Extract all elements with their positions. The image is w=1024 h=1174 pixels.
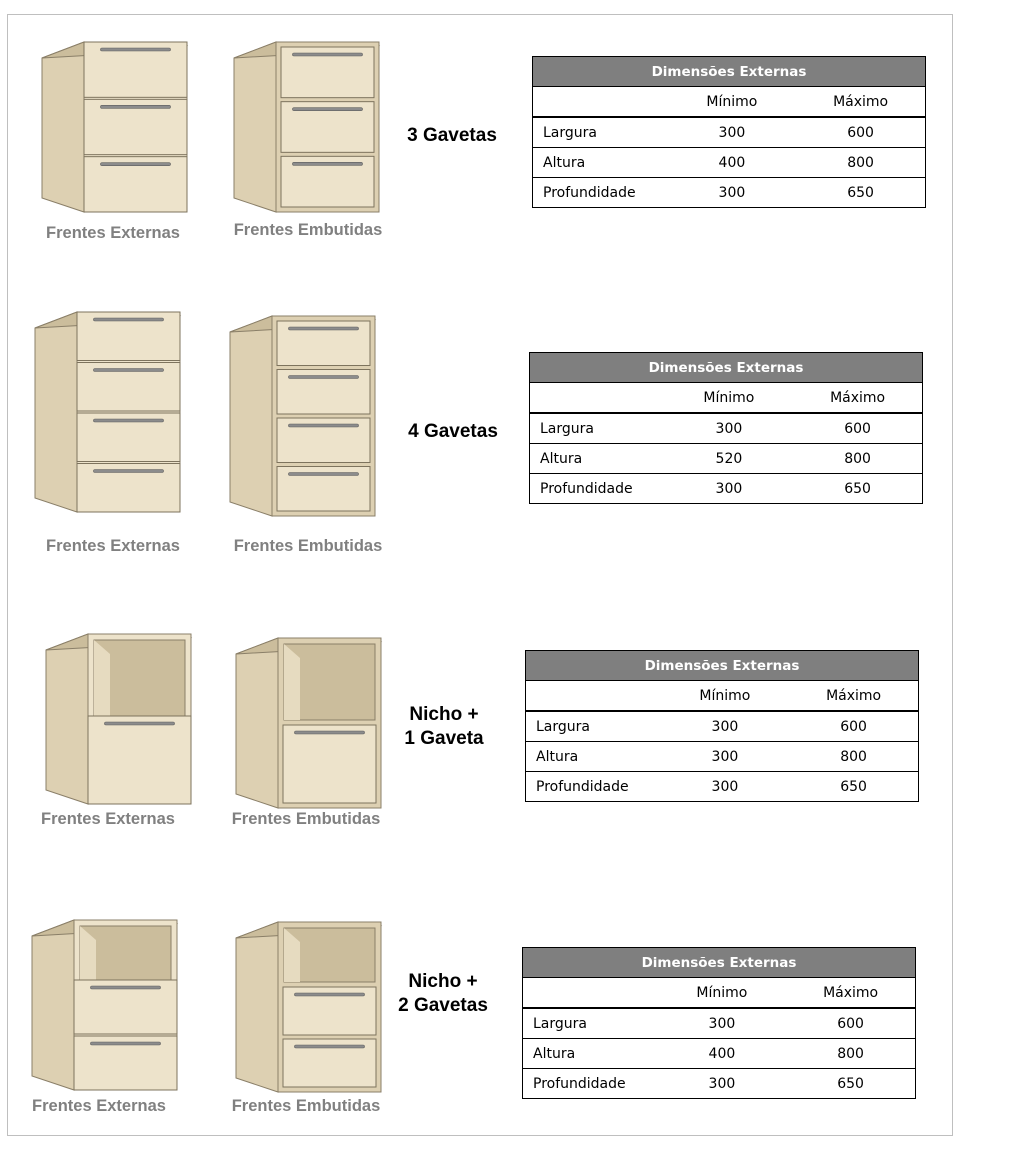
drawer-handle [93, 369, 163, 372]
drawer-handle [100, 48, 170, 51]
column-min: Mínimo [661, 681, 790, 712]
column-label-empty [530, 383, 665, 414]
cabinet-external-fronts-image [33, 300, 188, 515]
caption-external-fronts: Frentes Externas [46, 224, 180, 242]
cell-max: 800 [789, 742, 918, 772]
column-min: Mínimo [665, 383, 794, 414]
cabinet-side-panel [35, 312, 77, 512]
section-title-line: 1 Gaveta [404, 728, 484, 749]
section-title [392, 124, 512, 148]
drawer-handle [292, 108, 362, 111]
cabinet-external-fronts-image [44, 622, 199, 837]
row-label: Largura [526, 711, 661, 742]
drawer-front [283, 725, 376, 803]
cabinet-side-panel [32, 920, 74, 1090]
table-header: Dimensões Externas [530, 353, 923, 383]
drawer-handle [104, 722, 174, 725]
cell-min: 300 [658, 1069, 787, 1099]
cell-min: 300 [661, 772, 790, 802]
caption-external-fronts: Frentes Externas [41, 810, 175, 828]
row-label: Largura [533, 117, 668, 148]
caption-inset-fronts: Frentes Embutidas [231, 810, 381, 828]
cabinet-side-panel [236, 638, 278, 808]
drawer-handle [288, 473, 358, 476]
row-label: Profundidade [526, 772, 661, 802]
drawer-handle [288, 376, 358, 379]
drawer-handle [90, 986, 160, 989]
cell-max: 800 [786, 1039, 915, 1069]
row-label: Profundidade [533, 178, 668, 208]
dimensions-table [522, 947, 916, 1099]
drawer-handle [288, 424, 358, 427]
dimensions-table [529, 352, 923, 504]
section-title [393, 420, 513, 444]
drawer-front [88, 716, 191, 804]
section-title-line: Nicho + [408, 971, 478, 992]
cell-max: 650 [793, 474, 922, 504]
cell-max: 650 [786, 1069, 915, 1099]
row-label: Profundidade [523, 1069, 658, 1099]
caption-inset-fronts: Frentes Embutidas [231, 1097, 381, 1115]
drawer-handle [93, 318, 163, 321]
cabinet-inset-fronts-image [228, 304, 383, 519]
column-max: Máximo [786, 978, 915, 1009]
drawer-handle [93, 470, 163, 473]
column-label-empty [523, 978, 658, 1009]
cell-max: 800 [796, 148, 925, 178]
cabinet-side-panel [230, 316, 272, 516]
drawer-handle [288, 327, 358, 330]
table-header: Dimensões Externas [526, 651, 919, 681]
section-title-line: Nicho + [409, 704, 479, 725]
cabinet-side-panel [42, 42, 84, 212]
row-label: Altura [526, 742, 661, 772]
column-label-empty [526, 681, 661, 712]
cell-max: 600 [793, 413, 922, 444]
row-label: Altura [530, 444, 665, 474]
caption-external-fronts: Frentes Externas [32, 1097, 166, 1115]
cell-min: 300 [658, 1008, 787, 1039]
drawer-handle [100, 105, 170, 108]
caption-inset-fronts: Frentes Embutidas [233, 537, 383, 555]
cell-min: 400 [658, 1039, 787, 1069]
cabinet-external-fronts-image [30, 908, 185, 1123]
cell-min: 300 [661, 742, 790, 772]
column-min: Mínimo [668, 87, 797, 118]
cabinet-side-panel [234, 42, 276, 212]
drawer-handle [100, 163, 170, 166]
section-title-line: 2 Gavetas [398, 995, 488, 1016]
row-label: Altura [533, 148, 668, 178]
table-header: Dimensões Externas [533, 57, 926, 87]
cabinet-external-fronts-image [40, 30, 195, 245]
section-title-line: 3 Gavetas [407, 125, 497, 146]
caption-external-fronts: Frentes Externas [46, 537, 180, 555]
row-label: Largura [523, 1008, 658, 1039]
section-title-line: 4 Gavetas [408, 421, 498, 442]
cell-min: 300 [661, 711, 790, 742]
cell-min: 520 [665, 444, 794, 474]
cell-max: 650 [789, 772, 918, 802]
row-label: Altura [523, 1039, 658, 1069]
cabinet-side-panel [46, 634, 88, 804]
row-label: Largura [530, 413, 665, 444]
cabinet-inset-fronts-image [232, 30, 387, 245]
column-max: Máximo [793, 383, 922, 414]
drawer-handle [294, 993, 364, 996]
column-label-empty [533, 87, 668, 118]
cell-min: 300 [665, 474, 794, 504]
cell-min: 300 [668, 178, 797, 208]
section-title [384, 703, 504, 751]
dimensions-table [525, 650, 919, 802]
cell-max: 600 [786, 1008, 915, 1039]
cabinet-inset-fronts-image [234, 910, 389, 1125]
drawer-handle [90, 1042, 160, 1045]
cell-min: 300 [668, 117, 797, 148]
row-label: Profundidade [530, 474, 665, 504]
cell-max: 800 [793, 444, 922, 474]
cell-max: 650 [796, 178, 925, 208]
drawer-handle [294, 731, 364, 734]
section-title [383, 970, 503, 1018]
table-header: Dimensões Externas [523, 948, 916, 978]
cell-max: 600 [796, 117, 925, 148]
cell-min: 300 [665, 413, 794, 444]
cabinet-inset-fronts-image [234, 626, 389, 841]
column-max: Máximo [796, 87, 925, 118]
drawer-handle [292, 53, 362, 56]
drawer-handle [292, 162, 362, 165]
caption-inset-fronts: Frentes Embutidas [233, 221, 383, 239]
dimensions-table [532, 56, 926, 208]
cabinet-side-panel [236, 922, 278, 1092]
drawer-handle [294, 1045, 364, 1048]
cell-max: 600 [789, 711, 918, 742]
column-min: Mínimo [658, 978, 787, 1009]
cell-min: 400 [668, 148, 797, 178]
column-max: Máximo [789, 681, 918, 712]
drawer-handle [93, 419, 163, 422]
